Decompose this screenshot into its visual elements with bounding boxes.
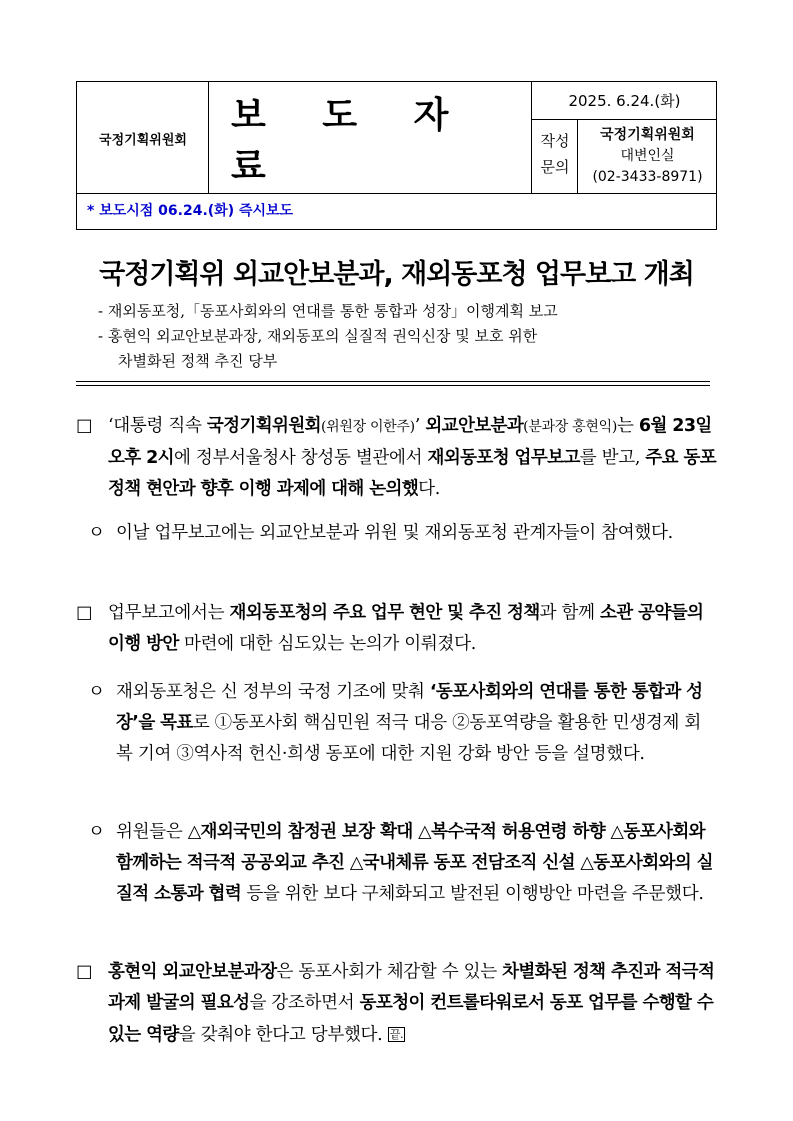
contact-org: 국정기획위원회: [600, 127, 695, 143]
end-mark: 끝.: [389, 1028, 404, 1041]
press-header-box: [76, 81, 717, 230]
subhead-2: - 홍현익 외교안보분과장, 재외동포의 실질적 권익신장 및 보호 위한: [98, 327, 538, 345]
org-name: 국정기획위원회: [99, 132, 187, 148]
paragraph-2: □ 업무보고에서는 재외동포청의 주요 업무 현안 및 추진 정책과 함께 소관 공약들의 이행 방안 마련에 대한 심도있는 논의가 이뤄졌다.: [76, 598, 717, 660]
embargo-notice: * 보도시점 06.24.(화) 즉시보도: [87, 203, 294, 219]
subhead-2-cont: 차별화된 정책 추진 당부: [118, 352, 278, 370]
press-release-title: 보 도 자 료: [231, 95, 471, 187]
circle-bullet-icon: ㅇ: [88, 682, 105, 702]
paragraph-2-sub-2: ㅇ 위원들은 △재외국민의 참정권 보장 확대 △복수국적 허용연령 하향 △동포사회와 함께하는 적극적 공공외교 추진 △국내체류 동포 전담조직 신설 △동포사회와의 실질적 소통과 협력 등을 위한 보다 구체화되고 발전된 이행방안 마련을 주문했다.: [76, 817, 717, 910]
contact-person: 대변인실: [620, 148, 675, 164]
paragraph-1: □ ‘대통령 직속 국정기획위원회(위원장 이한주)’ 외교안보분과(분과장 홍현익)는 6월 23일 오후 2시에 정부서울청사 창성동 별관에서 재외동포청 업무보고를 받고, 주요 동포정책 현안과 향후 이행 과제에 대해 논의했다.: [76, 411, 717, 505]
divider: [531, 82, 532, 194]
box-bullet-icon: □: [76, 962, 93, 982]
contact-info: [579, 121, 716, 194]
box-bullet-icon: □: [76, 416, 93, 436]
headline: 국정기획위 외교안보분과, 재외동포청 업무보고 개최: [99, 259, 694, 290]
label-inquiry: 문의: [540, 158, 570, 176]
subheadings: [98, 299, 718, 374]
contact-phone: (02-3433-8971): [592, 169, 703, 185]
paragraph-2-sub-1: ㅇ 재외동포청은 신 정부의 국정 기조에 맞춰 ‘동포사회와의 연대를 통한 통합과 성장’을 목표로 ①동포사회 핵심민원 적극 대응 ②동포역량을 활용한 민생경제 회복 기여 ③역사적 헌신·희생 동포에 대한 지원 강화 방안 등을 설명했다.: [76, 677, 717, 770]
double-rule-top: [76, 381, 710, 382]
subhead-1: - 재외동포청,「동포사회와의 연대를 통한 통합과 성장」이행계획 보고: [98, 302, 558, 320]
label-write: 작성: [540, 132, 570, 150]
circle-bullet-icon: ㅇ: [88, 523, 105, 543]
circle-bullet-icon: ㅇ: [88, 822, 105, 842]
divider: [531, 119, 716, 120]
release-date: 2025. 6.24.(화): [568, 92, 681, 110]
double-rule-bottom: [76, 385, 710, 386]
box-bullet-icon: □: [76, 603, 93, 623]
paragraph-3: □ 홍현익 외교안보분과장은 동포사회가 체감할 수 있는 차별화된 정책 추진과 적극적 과제 발굴의 필요성을 강조하면서 동포청이 컨트롤타워로서 동포 업무를 수행할 수 있는 역량을 갖춰야 한다고 당부했다. 끝.: [76, 957, 717, 1051]
divider: [577, 119, 578, 194]
paragraph-1-sub: ㅇ 이날 업무보고에는 외교안보분과 위원 및 재외동포청 관계자들이 참여했다.: [76, 518, 717, 549]
